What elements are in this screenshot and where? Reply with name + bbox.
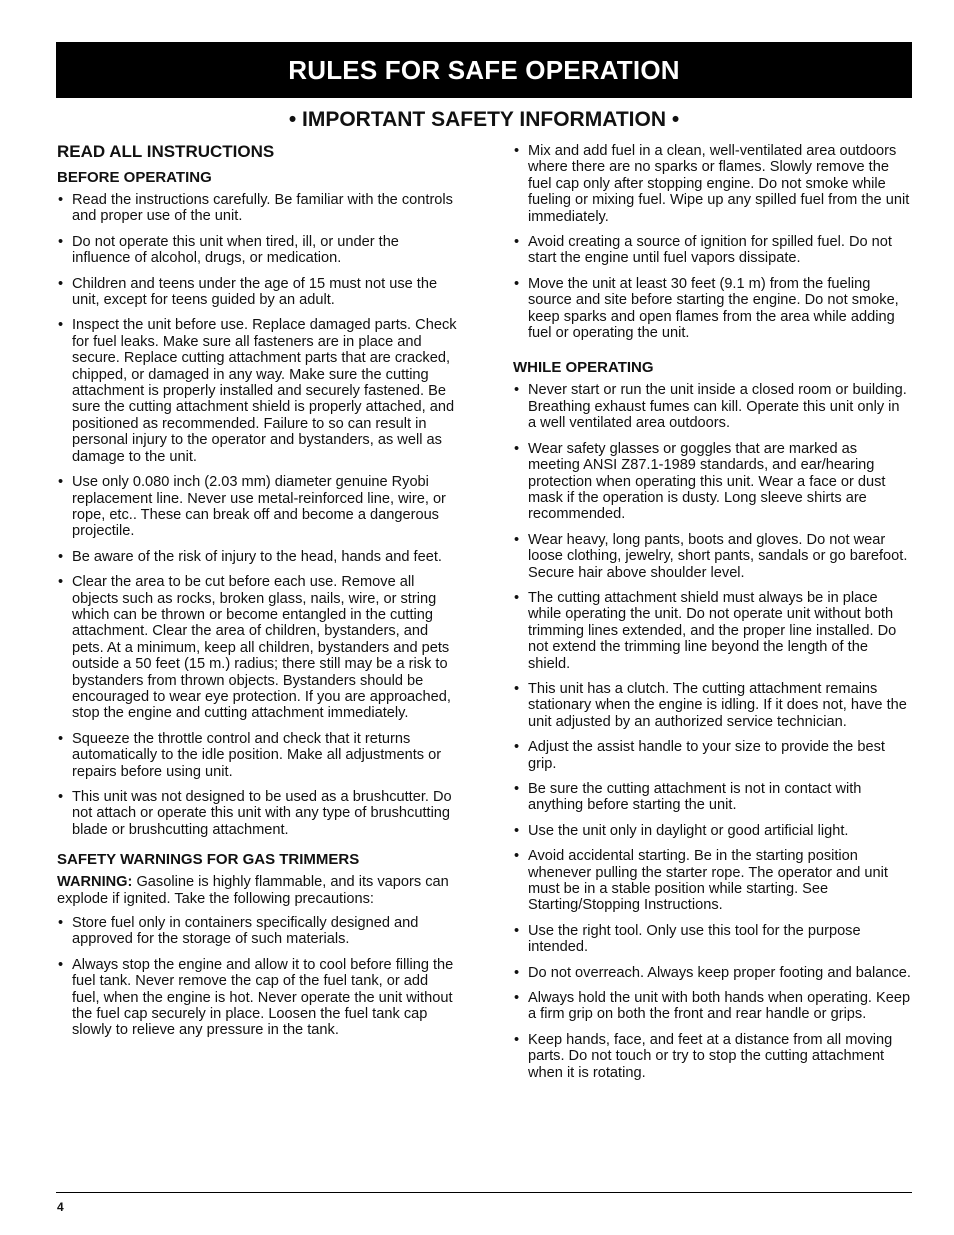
bullet-item: • Wear safety glasses or goggles that are marked as meeting ANSI Z87.1-1989 standards, and ear/hearing protection when operating this unit. Wear a face or dust mask if the operation is dusty. Long sleeve shirts are recommended. — [513, 441, 911, 523]
bullet-item: • Squeeze the throttle control and check that it returns automatically to the idle position. Make all adjustments or repairs before using unit. — [57, 731, 457, 780]
bullet-item: • Use only 0.080 inch (2.03 mm) diameter genuine Ryobi replacement line. Never use metal-reinforced line, wire, or rope, etc.. These can break off and become a dangerous projectile. — [57, 474, 457, 540]
gas-trimmer-warnings-heading: SAFETY WARNINGS FOR GAS TRIMMERS — [57, 851, 360, 869]
title-banner — [56, 42, 912, 98]
bullet-item: • Children and teens under the age of 15 must not use the unit, except for teens guided by an adult. — [57, 276, 457, 309]
bullet-item: • Clear the area to be cut before each use. Remove all objects such as rocks, broken glass, nails, wire, or string which can be thrown or become entangled in the cutting attachment. Clear the area of children, bystanders, and pets. At a minimum, keep all children, bystanders and pets outside a 50 feet (15 m.) radius; there still may be a risk to bystanders from thrown objects. Bystanders should be encouraged to wear eye protection. If you are approached, stop the engine and cutting attachment immediately. — [57, 574, 457, 722]
bullet-item: • Store fuel only in containers specifically designed and approved for the storage of such materials. — [57, 915, 457, 948]
page-subtitle: • IMPORTANT SAFETY INFORMATION • — [288, 108, 680, 131]
while-operating-list — [513, 382, 911, 1081]
bullet-item: • Adjust the assist handle to your size to provide the best grip. — [513, 739, 911, 772]
bullet-item: • Always hold the unit with both hands when operating. Keep a firm grip on both the front and rear handle or grips. — [513, 990, 911, 1023]
bullet-item: • Avoid creating a source of ignition for spilled fuel. Do not start the engine until fuel vapors dissipate. — [513, 234, 911, 267]
before-operating-heading: BEFORE OPERATING — [57, 169, 212, 186]
bullet-item: • Never start or run the unit inside a closed room or building. Breathing exhaust fumes can kill. Operate this unit only in a well ventilated area outdoors. — [513, 382, 911, 431]
bullet-item: • Be aware of the risk of injury to the head, hands and feet. — [57, 549, 457, 565]
bullet-item: • Use the unit only in daylight or good artificial light. — [513, 823, 911, 839]
bullet-item: • The cutting attachment shield must always be in place while operating the unit. Do not operate unit without both trimming lines extended, and the proper line installed. Do not extend the trimming line beyond the length of the shield. — [513, 590, 911, 672]
bullet-item: • Do not overreach. Always keep proper footing and balance. — [513, 965, 911, 981]
bullet-item: • Move the unit at least 30 feet (9.1 m) from the fueling source and site before starting the engine. Do not smoke, keep sparks and open flames from the area while adding fuel or operating the unit. — [513, 276, 911, 342]
before-operating-list — [57, 192, 457, 838]
read-instructions-heading: READ ALL INSTRUCTIONS — [57, 142, 275, 161]
warning-label: WARNING: — [57, 874, 133, 891]
bullet-item: • Wear heavy, long pants, boots and gloves. Do not wear loose clothing, jewelry, short pants, sandals or go barefoot. Secure hair above shoulder level. — [513, 532, 911, 581]
bullet-item: • This unit was not designed to be used as a brushcutter. Do not attach or operate this unit with any type of brushcutting blade or brushcutting attachment. — [57, 789, 457, 838]
right-column — [513, 143, 911, 1090]
fuel-safety-list — [513, 143, 911, 341]
bullet-item: • Mix and add fuel in a clean, well-ventilated area outdoors where there are no sparks or flames. Slowly remove the fuel cap only after stopping engine. Do not smoke while fueling or mixing fuel. Wipe up any spilled fuel from the unit immediately. — [513, 143, 911, 225]
bullet-item: • Avoid accidental starting. Be in the starting position whenever pulling the starter rope. The operator and unit must be in a stable position while starting. See Starting/Stopping Instructions. — [513, 848, 911, 914]
page-title: RULES FOR SAFE OPERATION — [288, 54, 680, 85]
bullet-item: • Keep hands, face, and feet at a distance from all moving parts. Do not touch or try to stop the cutting attachment when it is rotating. — [513, 1032, 911, 1081]
footer-divider — [56, 1192, 912, 1193]
while-operating-heading: WHILE OPERATING — [513, 359, 654, 377]
bullet-item: • Be sure the cutting attachment is not in contact with anything before starting the unit. — [513, 781, 911, 814]
bullet-item: • Read the instructions carefully. Be familiar with the controls and proper use of the unit. — [57, 192, 457, 225]
bullet-item: • Do not operate this unit when tired, ill, or under the influence of alcohol, drugs, or medication. — [57, 234, 457, 267]
left-column — [57, 140, 457, 1048]
warning-text: Gasoline is highly flammable, and its vapors can explode if ignited. Take the following precautions: — [57, 874, 449, 907]
bullet-item: • Always stop the engine and allow it to cool before filling the fuel tank. Never remove the cap of the fuel tank, or add fuel, when the engine is hot. Never operate the unit without the fuel cap securely in place. Loosen the fuel tank cap slowly to relieve any pressure in the tank. — [57, 957, 457, 1039]
page-number: 4 — [57, 1200, 64, 1214]
warning-paragraph — [57, 874, 457, 907]
bullet-item: • Inspect the unit before use. Replace damaged parts. Check for fuel leaks. Make sure all fasteners are in place and secure. Replace cutting attachment parts that are cracked, chipped, or damaged in any way. Make sure the cutting attachment is properly installed and securely fastened. Be sure the cutting attachment shield is properly attached, and positioned as recommended. Failure to so can result in personal injury to the operator and bystanders, as well as damage to the unit. — [57, 317, 457, 465]
bullet-item: • Use the right tool. Only use this tool for the purpose intended. — [513, 923, 911, 956]
bullet-item: • This unit has a clutch. The cutting attachment remains stationary when the engine is idling. If it does not, have the unit adjusted by an authorized service technician. — [513, 681, 911, 730]
gas-warnings-list — [57, 915, 457, 1039]
